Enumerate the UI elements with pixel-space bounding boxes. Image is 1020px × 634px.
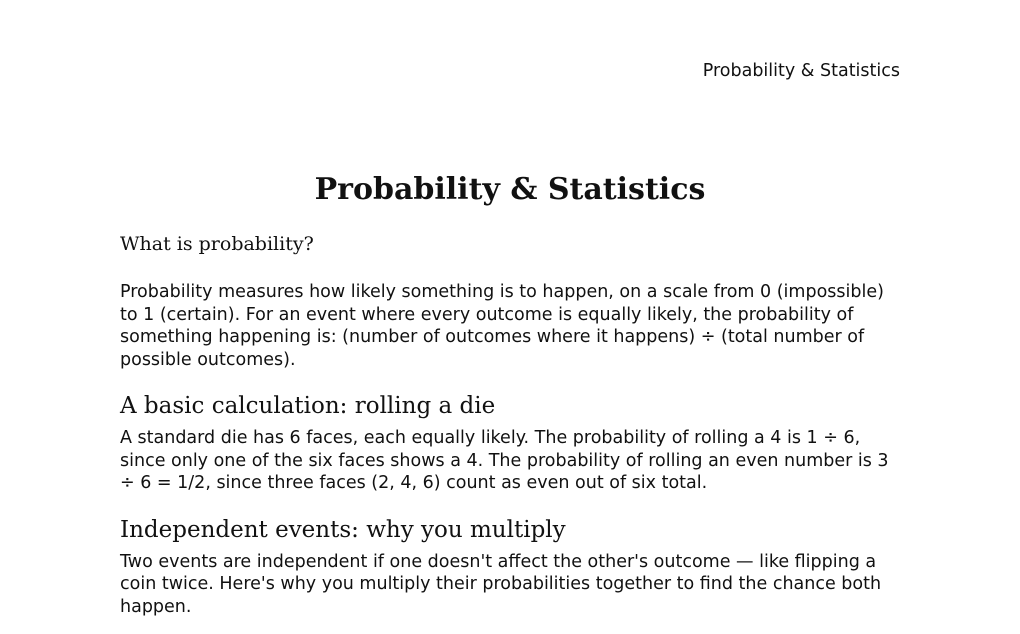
section-paragraph-rolling-a-die: A standard die has 6 faces, each equally likely. The probability of rolling a 4 is 1 ÷ 6, since only one of the six faces shows a 4. The probability of rolling an even number is 3 ÷ 6 = 1/2, since three faces (2, 4, 6) count as even out of six total. — [120, 428, 889, 493]
running-header: Probability & Statistics — [702, 61, 900, 81]
document-title: Probability & Statistics — [314, 172, 706, 207]
section-paragraph-independent-events: Two events are independent if one doesn't affect the other's outcome — like flipping a coin twice. Here's why you multiply their probabilities together to find the chance both happen. — [120, 551, 882, 617]
section-heading-independent-events: Independent events: why you multiply — [120, 516, 566, 543]
document-subtitle: What is probability? — [120, 233, 314, 255]
section-heading-rolling-a-die: A basic calculation: rolling a die — [120, 393, 496, 419]
intro-paragraph: Probability measures how likely something is to happen, on a scale from 0 (impossible) to 1 (certain). For an event where every outcome is equally likely, the probability of something happening is: (number of outcomes where it happens) ÷ (total number of possible outcomes). — [120, 282, 884, 370]
document-body — [120, 170, 900, 618]
